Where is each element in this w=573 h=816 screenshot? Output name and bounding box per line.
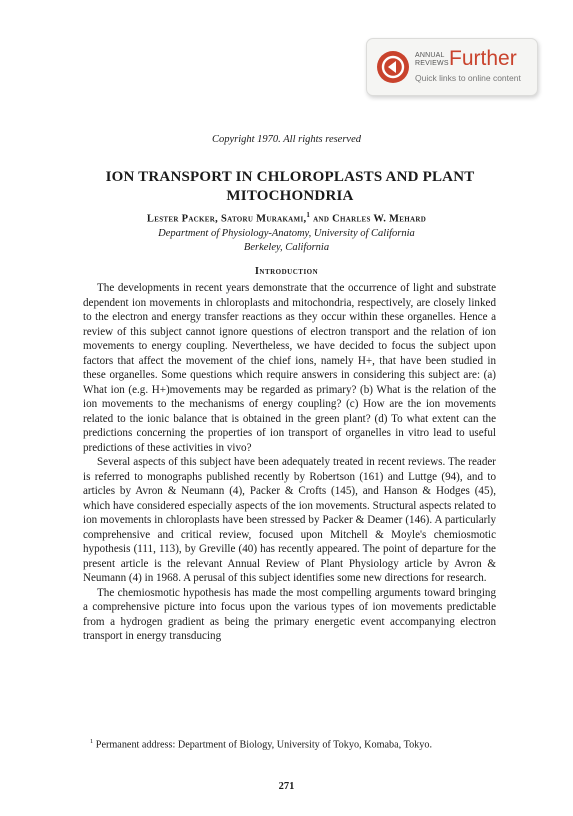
page-number: 271 [278, 781, 295, 792]
author-murakami: Satoru Murakami, [220, 213, 307, 225]
paragraph-2: Several aspects of this subject have been adequately treated in recent reviews. The reader is referred to monographs published recently by Robertson (161) and Luttge (94), and to articles by Avron & Neumann (4), Packer & Crofts (145), and Hanson & Hodges (45), which have considered especially aspects of the ion movements. Structural aspects related to ion movements in chloroplasts have been stressed by Packer & Deamer (146). A particularly comprehensive and critical review, focused upon Mitchell & Moyle's chemiosmotic hypothesis (111, 113), by Greville (40) has recently appeared. The point of departure for the present article is the relevant Annual Review of Plant Physiology article by Avron & Neumann (4) in 1968. A perusal of this subject identifies some new directions for research. [83, 456, 496, 584]
annual-reviews-further-badge[interactable] [366, 38, 538, 96]
affiliation-line-1: Department of Physiology-Anatomy, University of California [158, 228, 415, 239]
section-heading: Introduction [254, 266, 319, 277]
author-list [0, 211, 573, 225]
footnote [83, 735, 496, 752]
author-mehard: Charles W. Mehard [332, 213, 427, 225]
badge-tagline: Quick links to online content [415, 73, 521, 83]
footnote-mark: 1 [90, 738, 94, 745]
author-conjunction: and [313, 213, 330, 225]
annual-reviews-label: ANNUAL REVIEWS [415, 52, 449, 67]
affiliation-line-2: Berkeley, California [243, 242, 330, 253]
copyright-notice: Copyright 1970. All rights reserved [211, 134, 362, 145]
arrow-left-icon [377, 51, 409, 83]
footnote-marker: 1 [306, 211, 311, 219]
author-packer: Lester Packer, [146, 213, 219, 225]
title-line-1: ION TRANSPORT IN CHLOROPLASTS AND PLANT [105, 169, 475, 185]
paragraph-3: The chemiosmotic hypothesis has made the most compelling arguments toward bringing a comprehensive picture into focus upon the various types of ion movements predictable from a hydrogen gradient as being the primary energetic event accompanying electron transport in energy transducing [83, 586, 496, 642]
title-line-2: MITOCHONDRIA [226, 188, 354, 204]
article-title [60, 168, 520, 206]
further-label: Further [449, 47, 517, 70]
footnote-text: Permanent address: Department of Biology, University of Tokyo, Komaba, Tokyo. [95, 739, 433, 751]
paragraph-1: The developments in recent years demonstrate that the occurrence of light and substrate dependent ion movements in chloroplasts and mitochondria, respectively, are closely linked to the electron and energy transfer reactions as they occur within these organelles. Hence a review of this subject cannot ignore questions of electron transport and the relation of ion movements to energy coupling. Nevertheless, we have decided to focus the subject upon factors that affect the movement of the chief ions, namely H+, that have been studied in these organelles. Some questions which require answers in considering this subject are: (a) What ion (e.g. H+)movements may be regarded as primary? (b) What is the relation of the ion movements to the mechanisms of energy coupling? (c) How are the ion movements related to the ionic balance that is obtained in the green plant? (d) To what extent can the predictions concerning the properties of ion transport of organelles in vitro lead to useful predictions of these activities in vivo? [83, 282, 496, 454]
article-body [83, 281, 496, 644]
